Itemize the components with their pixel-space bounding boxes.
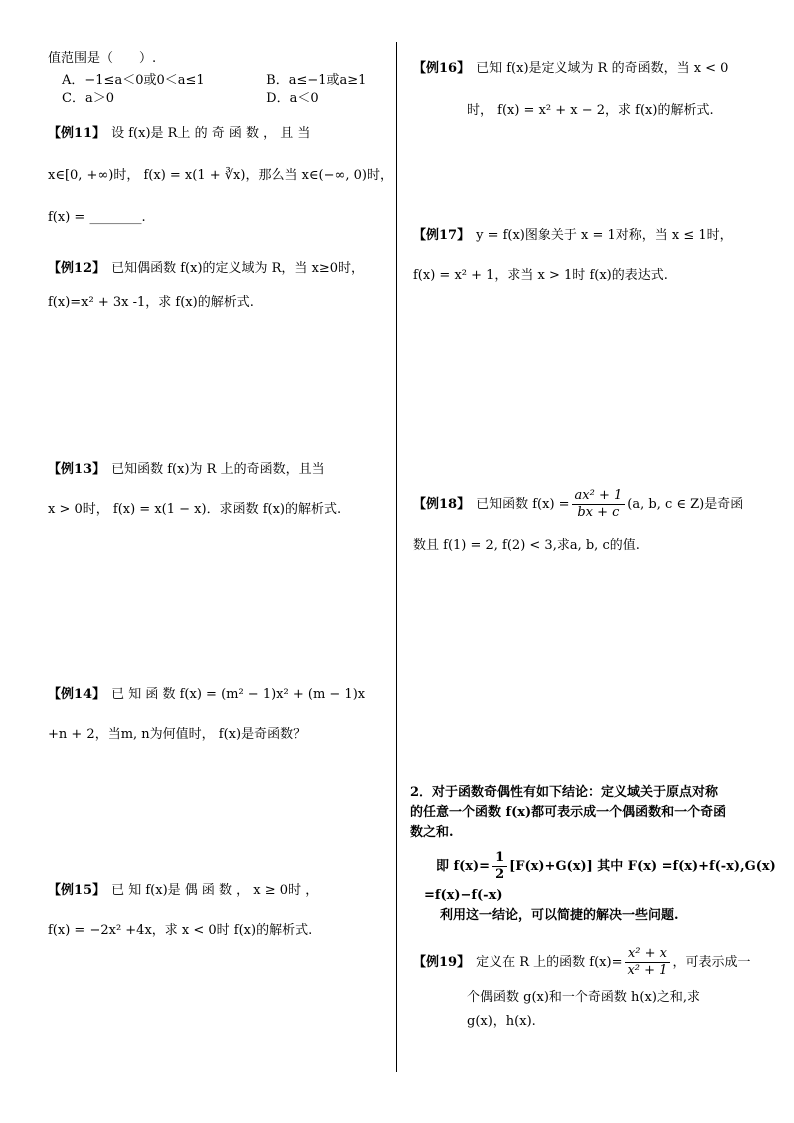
example-text: f(x) = ________. bbox=[48, 210, 146, 225]
example-16 bbox=[413, 60, 728, 120]
example-15 bbox=[48, 882, 318, 940]
example-14 bbox=[48, 686, 365, 744]
example-13 bbox=[48, 461, 341, 519]
section-2 bbox=[410, 784, 776, 925]
example-label: 【例12】 bbox=[48, 261, 106, 276]
example-text: 数且 f(1) = 2, f(2) < 3,求a, b, c的值. bbox=[413, 538, 640, 553]
example-text: 时， f(x) = x² + x − 2，求 f(x)的解析式. bbox=[467, 103, 714, 118]
fraction-denominator: x² + 1 bbox=[627, 963, 668, 978]
example-label: 【例17】 bbox=[413, 228, 471, 243]
example-text: 定义在 R 上的函数 f(x)= bbox=[476, 955, 623, 970]
continued-text: 值范围是（ ）. bbox=[48, 51, 157, 66]
example-label: 【例15】 bbox=[48, 883, 106, 898]
example-text: f(x)=x² + 3x -1，求 f(x)的解析式. bbox=[48, 295, 254, 310]
fraction bbox=[492, 850, 507, 883]
section-text: 的任意一个函数 f(x)都可表示成一个偶函数和一个奇函 bbox=[410, 805, 727, 820]
option-d: D．a＜0 bbox=[266, 91, 319, 106]
fraction bbox=[572, 488, 626, 521]
section-text: 数之和. bbox=[410, 825, 454, 840]
option-b: B．a≤−1或a≥1 bbox=[266, 73, 367, 88]
example-text: ，可表示成一 bbox=[672, 955, 751, 970]
fraction bbox=[624, 946, 670, 979]
formula-line bbox=[410, 850, 776, 883]
example-text: 已 知 f(x)是 偶 函 数 ， x ≥ 0时 ， bbox=[111, 883, 319, 898]
formula-text: 即 f(x)= bbox=[436, 859, 491, 874]
option-c: C．a＞0 bbox=[62, 91, 114, 106]
formula-text: =f(x)−f(-x) bbox=[424, 888, 503, 903]
example-label: 【例16】 bbox=[413, 61, 471, 76]
column-divider bbox=[396, 42, 397, 1072]
fraction-numerator: 1 bbox=[492, 850, 507, 867]
example-text: x∈[0, +∞)时， f(x) = x(1 + ∛x)，那么当 x∈(−∞, 0)时， bbox=[48, 168, 393, 183]
example-text: (a, b, c ∈ Z)是奇函 bbox=[627, 497, 744, 512]
continued-question bbox=[48, 50, 366, 108]
example-text: 已知函数 f(x) = bbox=[476, 497, 570, 512]
option-a: A．−1≤a＜0或0＜a≤1 bbox=[62, 73, 205, 88]
example-text: +n + 2，当m, n为何值时， f(x)是奇函数？ bbox=[48, 727, 307, 742]
example-label: 【例13】 bbox=[48, 462, 106, 477]
example-17 bbox=[413, 227, 733, 285]
example-text: y = f(x)图象关于 x = 1对称，当 x ≤ 1时， bbox=[476, 228, 733, 243]
fraction-denominator: 2 bbox=[495, 867, 505, 882]
example-text: f(x) = −2x² +4x，求 x < 0时 f(x)的解析式. bbox=[48, 923, 313, 938]
example-19 bbox=[413, 946, 750, 1031]
example-11 bbox=[48, 125, 393, 227]
example-text: x > 0时， f(x) = x(1 − x)．求函数 f(x)的解析式. bbox=[48, 502, 342, 517]
example-text: 已知 f(x)是定义域为 R 的奇函数，当 x < 0 bbox=[476, 61, 729, 76]
example-12 bbox=[48, 260, 364, 312]
fraction-denominator: bx + c bbox=[577, 505, 620, 520]
example-text: 已知函数 f(x)为 R 上的奇函数，且当 bbox=[111, 462, 325, 477]
example-text: f(x) = x² + 1，求当 x > 1时 f(x)的表达式. bbox=[413, 268, 668, 283]
section-text: 利用这一结论，可以简捷的解决一些问题. bbox=[440, 908, 679, 923]
section-text: 2．对于函数奇偶性有如下结论：定义域关于原点对称 bbox=[410, 785, 719, 800]
example-18 bbox=[413, 488, 743, 555]
example-text: g(x)，h(x). bbox=[467, 1014, 536, 1029]
formula-text: [F(x)+G(x)] 其中 F(x) =f(x)+f(-x),G(x) bbox=[509, 859, 776, 874]
example-label: 【例11】 bbox=[48, 126, 106, 141]
example-text: 已 知 函 数 f(x) = (m² − 1)x² + (m − 1)x bbox=[111, 687, 366, 702]
fraction-numerator: x² + x bbox=[625, 946, 670, 963]
example-label: 【例14】 bbox=[48, 687, 106, 702]
example-label: 【例18】 bbox=[413, 497, 471, 512]
fraction-numerator: ax² + 1 bbox=[572, 488, 626, 505]
example-label: 【例19】 bbox=[413, 955, 471, 970]
example-text: 个偶函数 g(x)和一个奇函数 h(x)之和,求 bbox=[467, 990, 701, 1005]
example-text: 已知偶函数 f(x)的定义域为 R，当 x≥0时， bbox=[111, 261, 365, 276]
example-text: 设 f(x)是 R上 的 奇 函 数 ， 且 当 bbox=[111, 126, 311, 141]
